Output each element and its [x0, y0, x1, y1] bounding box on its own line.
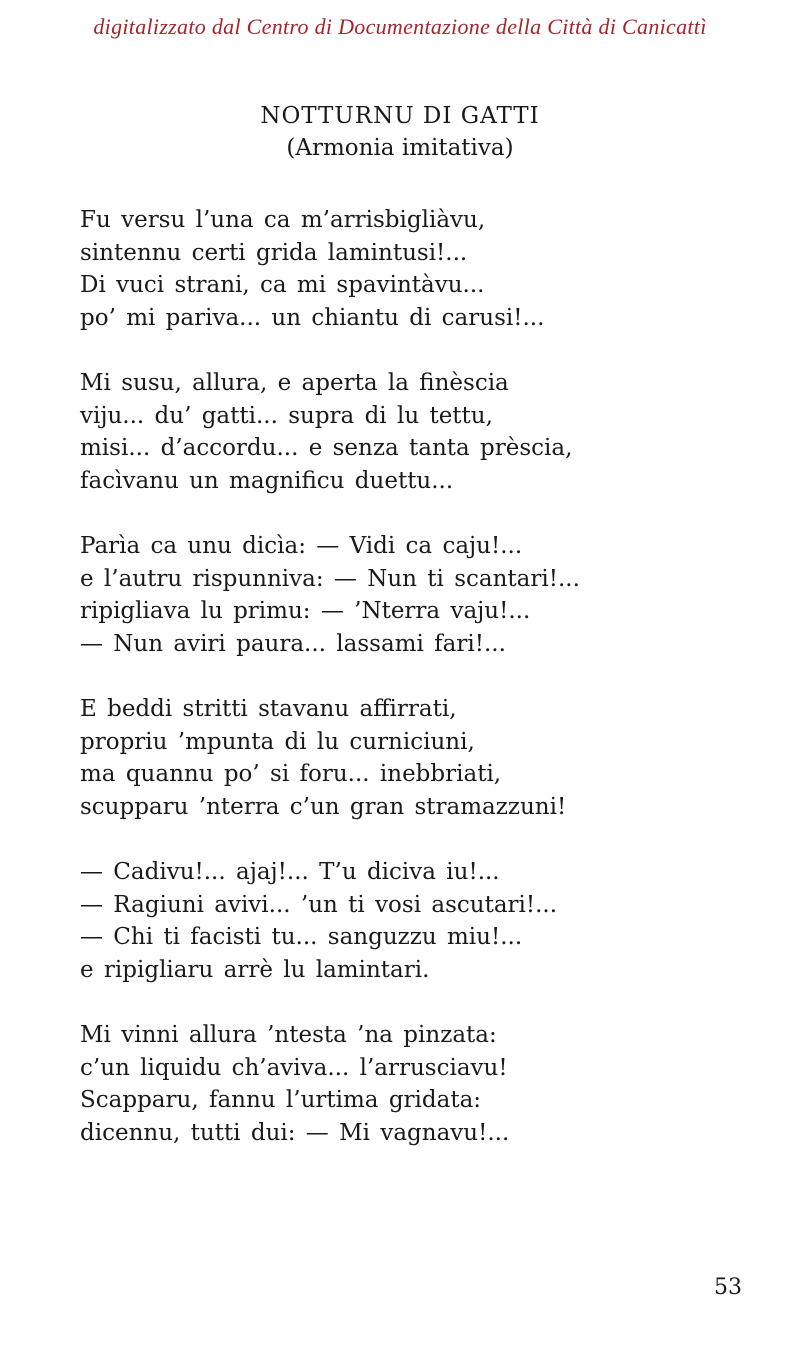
- page-number: 53: [714, 1275, 742, 1300]
- verse-line: propriu ’mpunta di lu curniciuni,: [80, 728, 475, 755]
- verse-line: sintennu certi grida lamintusi!...: [80, 239, 468, 266]
- verse-line: — Nun aviri paura... lassami fari!...: [80, 630, 506, 657]
- stanza-6: [80, 1019, 760, 1149]
- verse-line: Scapparu, fannu l’urtima gridata:: [80, 1087, 482, 1113]
- verse-line: Parìa ca unu dicìa: — Vidi ca caju!...: [80, 533, 523, 559]
- stanza-3: [80, 530, 760, 660]
- title-block: [0, 100, 800, 164]
- verse-line: Mi susu, allura, e aperta la finèscia: [80, 370, 509, 396]
- verse-line: — Cadivu!... ajaj!... T’u diciva iu!...: [80, 859, 500, 885]
- verse-line: Di vuci strani, ca mi spavintàvu...: [80, 272, 485, 298]
- verse-line: viju... du’ gatti... supra di lu tettu,: [80, 402, 493, 429]
- verse-line: e ripigliaru arrè lu lamintari.: [80, 956, 430, 983]
- stanza-5: [80, 856, 760, 986]
- verse-line: e l’autru rispunniva: — Nun ti scantari!...: [80, 565, 580, 592]
- watermark-stamp: digitalizzato dal Centro di Documentazione della Città di Canicattì: [93, 14, 707, 39]
- verse-line: po’ mi pariva... un chiantu di carusi!...: [80, 304, 545, 331]
- verse-line: — Ragiuni avivi... ’un ti vosi ascutari!...: [80, 891, 558, 918]
- stanza-1: [80, 204, 760, 334]
- verse-line: misi... d’accordu... e senza tanta prèscia,: [80, 435, 573, 461]
- verse-line: ripigliava lu primu: — ’Nterra vaju!...: [80, 598, 531, 624]
- verse-line: c’un liquidu ch’aviva... l’arrusciavu!: [80, 1054, 508, 1081]
- verse-line: facìvanu un magnificu duettu...: [80, 467, 454, 494]
- poem-title: NOTTURNU DI GATTI: [260, 103, 540, 129]
- verse-line: — Chi ti facisti tu... sanguzzu miu!...: [80, 924, 523, 950]
- poem-subtitle: (Armonia imitativa): [286, 135, 514, 161]
- poem-body: [80, 204, 760, 1182]
- verse-line: E beddi stritti stavanu affirrati,: [80, 696, 457, 722]
- verse-line: Fu versu l’una ca m’arrisbigliàvu,: [80, 207, 486, 233]
- verse-line: Mi vinni allura ’ntesta ’na pinzata:: [80, 1022, 497, 1048]
- stanza-2: [80, 367, 760, 497]
- stanza-4: [80, 693, 760, 823]
- verse-line: ma quannu po’ si foru... inebbriati,: [80, 761, 502, 787]
- verse-line: scupparu ’nterra c’un gran stramazzuni!: [80, 793, 567, 820]
- verse-line: dicennu, tutti dui: — Mi vagnavu!...: [80, 1119, 510, 1146]
